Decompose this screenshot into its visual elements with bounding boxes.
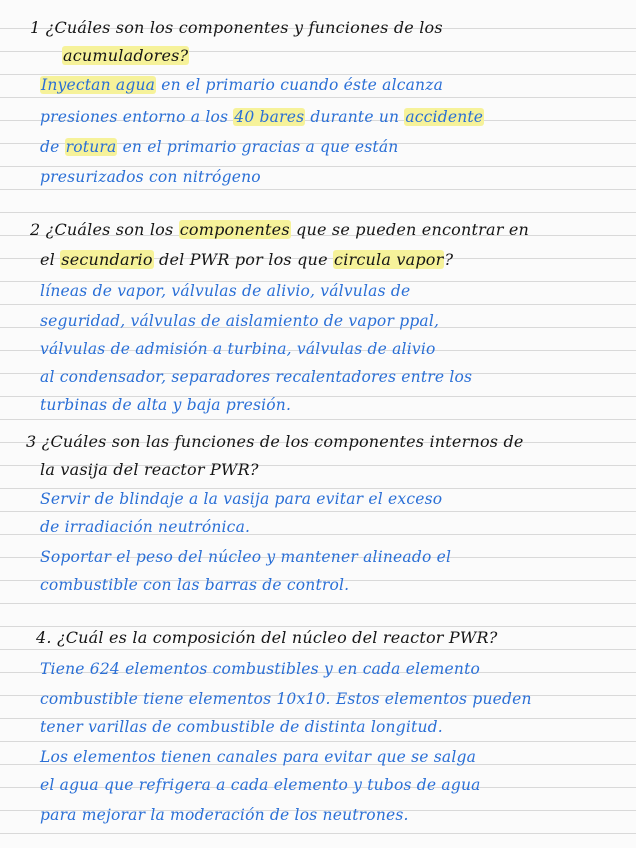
answer-2-line-5: turbinas de alta y baja presión. <box>40 396 292 414</box>
highlight: circula vapor <box>334 250 444 269</box>
answer-3-line-2: de irradiación neutrónica. <box>40 518 251 536</box>
question-4-line-1: 4. ¿Cuál es la composición del núcleo del reactor PWR? <box>36 628 498 647</box>
question-text: ? <box>444 250 454 269</box>
answer-2-line-3: válvulas de admisión a turbina, válvulas de alivio <box>40 340 436 358</box>
answer-text: de <box>40 138 65 156</box>
answer-1-line-4: presurizados con nitrógeno <box>40 168 261 186</box>
highlight: 40 bares <box>234 108 305 126</box>
answer-4-line-2: combustible tiene elementos 10x10. Estos elementos pueden <box>40 690 532 708</box>
highlight: accidente <box>405 108 484 126</box>
answer-text: presiones entorno a los <box>40 108 234 126</box>
highlight: Inyectan agua <box>41 76 156 94</box>
question-2-line-2 <box>40 250 453 269</box>
answer-4-line-5: el agua que refrigera a cada elemento y tubos de agua <box>40 776 481 794</box>
answer-text: en el primario gracias a que están <box>117 138 399 156</box>
answer-1-line-1 <box>40 76 443 94</box>
highlight: secundario <box>61 250 153 269</box>
answer-text: en el primario cuando éste alcanza <box>156 76 444 94</box>
answer-2-line-4: al condensador, separadores recalentadores entre los <box>40 368 473 386</box>
question-text: el <box>40 250 61 269</box>
answer-4-line-6: para mejorar la moderación de los neutrones. <box>40 806 409 824</box>
answer-4-line-3: tener varillas de combustible de distinta longitud. <box>40 718 443 736</box>
answer-4-line-4: Los elementos tienen canales para evitar que se salga <box>40 748 477 766</box>
question-text: que se pueden encontrar en <box>290 220 530 239</box>
question-1-line-1: 1 ¿Cuáles son los componentes y funciones de los <box>30 18 443 37</box>
answer-4-line-1: Tiene 624 elementos combustibles y en cada elemento <box>40 660 481 678</box>
question-text: del PWR por los que <box>153 250 334 269</box>
highlight: componentes <box>179 220 290 239</box>
answer-1-line-3 <box>40 138 398 156</box>
question-3-line-1: 3 ¿Cuáles son las funciones de los componentes internos de <box>26 432 524 451</box>
answer-3-line-4: combustible con las barras de control. <box>40 576 350 594</box>
answer-3-line-3: Soportar el peso del núcleo y mantener alineado el <box>40 548 452 566</box>
question-2-line-1 <box>30 220 529 239</box>
question-3-line-2: la vasija del reactor PWR? <box>40 460 259 479</box>
question-1-line-2 <box>62 46 189 65</box>
highlight: rotura <box>65 138 117 156</box>
answer-2-line-1: líneas de vapor, válvulas de alivio, válvulas de <box>40 282 411 300</box>
answer-3-line-1: Servir de blindaje a la vasija para evitar el exceso <box>40 490 443 508</box>
answer-2-line-2: seguridad, válvulas de aislamiento de vapor ppal, <box>40 312 440 330</box>
question-text: 2 ¿Cuáles son los <box>30 220 179 239</box>
highlight: acumuladores? <box>63 46 189 65</box>
answer-text: durante un <box>305 108 405 126</box>
answer-1-line-2 <box>40 108 484 126</box>
